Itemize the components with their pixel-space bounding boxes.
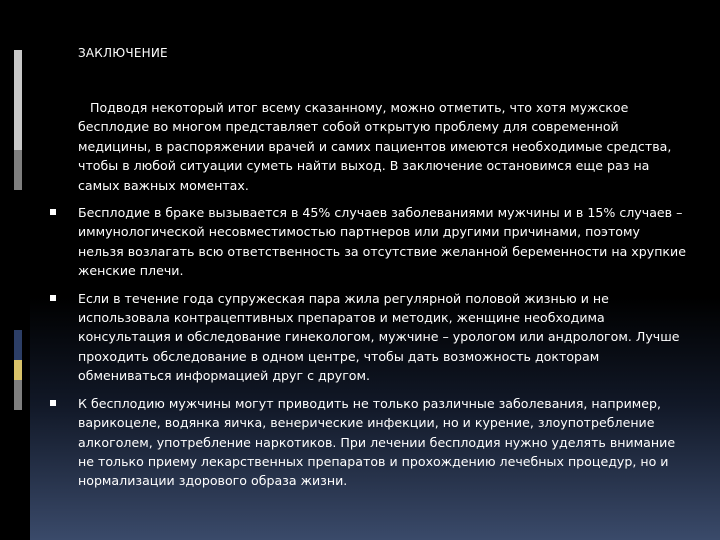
bullet-item [48,203,688,281]
intro-paragraph: Подводя некоторый итог всему сказанному, можно отметить, что хотя мужское бесплодие во многом представляет собой открытую проблему для современной медицины, в распоряжении врачей и самих пациентов имеются необходимые средства, чтобы в любой ситуации суметь найти выход. В заключение остановимся еще раз на самых важных моментах. [78,100,672,193]
decor-strip-1 [14,50,22,150]
bullet-item [48,394,688,491]
bullet-text: Бесплодие в браке вызывается в 45% случаев заболеваниями мужчины и в 15% случаев – иммунологической несовместимостью партнеров или другими причинами, поэтому нельзя возлагать всю ответственность за отсутствие желанной беременности на хрупкие женские плечи. [78,205,686,279]
bullet-item [48,289,688,386]
decor-strip-3 [14,330,22,360]
square-bullet-icon [50,209,56,215]
decor-strip-4 [14,360,22,380]
decor-strip-5 [14,380,22,410]
slide-title: ЗАКЛЮЧЕНИЕ [78,46,168,60]
decor-strip-2 [14,150,22,190]
square-bullet-icon [50,400,56,406]
bullet-text: Если в течение года супружеская пара жила регулярной половой жизнью и не использовала контрацептивных препаратов и методик, женщине необходима консультация и обследование гинекологом, мужчине – урологом или андрологом. Лучше проходить обследование в одном центре, чтобы дать возможность докторам обмениваться информацией друг с другом. [78,290,680,384]
left-decoration [0,0,30,540]
slide-content [48,98,688,499]
square-bullet-icon [50,295,56,301]
bullet-text: К бесплодию мужчины могут приводить не только различные заболевания, например, варикоцеле, водянка яичка, венерические инфекции, но и курение, злоупотребление алкоголем, употребление наркотиков. При лечении бесплодия нужно уделять внимание не только приему лекарственных препаратов и прохождению лечебных процедур, но и нормализации здорового образа жизни. [78,395,676,489]
